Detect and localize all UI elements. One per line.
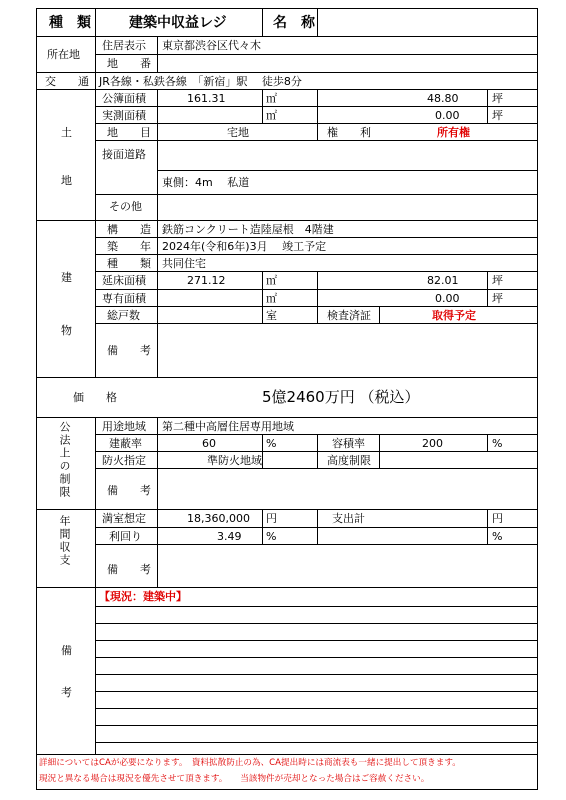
address-label: 住居表示 xyxy=(102,39,146,52)
address-value: 東京都渋谷区代々木 xyxy=(162,39,261,52)
registered-area-label: 公簿面積 xyxy=(102,92,146,105)
private-area-unit: ㎡ xyxy=(266,292,277,305)
coverage-unit: % xyxy=(266,437,277,450)
units-label: 総戸数 xyxy=(107,309,140,322)
building-label-top: 建 xyxy=(61,271,72,284)
traffic-label: 交 通 xyxy=(45,75,89,88)
land-label-top: 土 xyxy=(61,126,72,139)
price-label: 価 格 xyxy=(73,391,117,404)
road-value: 東側：4m 私道 xyxy=(162,176,250,189)
height-label: 高度制限 xyxy=(327,454,371,467)
full-occupancy-value: 18,360,000 xyxy=(187,512,250,525)
expense-label: 支出計 xyxy=(332,512,365,525)
status-note: 【現況：建築中】 xyxy=(99,590,187,603)
road-label: 接面道路 xyxy=(102,148,146,161)
land-other-label: その他 xyxy=(109,200,142,213)
measured-area-unit: ㎡ xyxy=(266,109,277,122)
building-label-bottom: 物 xyxy=(61,324,72,337)
registered-area-unit: ㎡ xyxy=(266,92,277,105)
expense-unit: 円 xyxy=(492,512,503,525)
income-label: 年間収支 xyxy=(58,515,71,567)
private-tsubo-unit: 坪 xyxy=(492,292,503,305)
measured-tsubo: 0.00 xyxy=(435,109,460,122)
property-sheet xyxy=(36,8,538,790)
regulations-label: 公法上の制限 xyxy=(58,421,71,499)
private-area-label: 専有面積 xyxy=(102,292,146,305)
measured-tsubo-unit: 坪 xyxy=(492,109,503,122)
building-remarks-label: 備 考 xyxy=(107,344,151,357)
far-unit: % xyxy=(492,437,503,450)
land-category-label: 地 目 xyxy=(107,126,151,139)
traffic-value: JR各線・私鉄各線 「新宿」駅 徒歩8分 xyxy=(99,75,302,88)
footer-line-2: 現況と異なる場合は現況を優先させて頂きます。 当該物件が売却となった場合はご容赦ください。 xyxy=(39,774,430,784)
footer-line-1: 詳細についてはCAが必要になります。 資料拡散防止の為、CA提出時には商流表も一緒に提出して頂きます。 xyxy=(39,758,461,768)
private-tsubo: 0.00 xyxy=(435,292,460,305)
floor-tsubo-unit: 坪 xyxy=(492,274,503,287)
registered-tsubo-unit: 坪 xyxy=(492,92,503,105)
measured-area-label: 実測面積 xyxy=(102,109,146,122)
notes-label-top: 備 xyxy=(61,644,72,657)
coverage-value: 60 xyxy=(202,437,216,450)
regulations-remarks-label: 備 考 xyxy=(107,484,151,497)
yield-value: 3.49 xyxy=(217,530,242,543)
kind-label: 種 類 xyxy=(107,257,151,270)
yield-unit-2: % xyxy=(492,530,503,543)
far-label: 容積率 xyxy=(332,437,365,450)
structure-value: 鉄筋コンクリート造陸屋根 4階建 xyxy=(162,223,334,236)
land-right-label: 権 利 xyxy=(327,126,371,139)
structure-label: 構 造 xyxy=(107,223,151,236)
registered-tsubo: 48.80 xyxy=(427,92,459,105)
floor-tsubo: 82.01 xyxy=(427,274,459,287)
floor-area-label: 延床面積 xyxy=(102,274,146,287)
registered-area-value: 161.31 xyxy=(187,92,226,105)
land-label-bottom: 地 xyxy=(61,174,72,187)
floor-area-value: 271.12 xyxy=(187,274,226,287)
land-category-value: 宅地 xyxy=(227,126,249,139)
name-label: 名 称 xyxy=(273,15,315,31)
built-value: 2024年(令和6年)3月 竣工予定 xyxy=(162,240,327,253)
type-label: 種 類 xyxy=(49,15,91,31)
full-occupancy-label: 満室想定 xyxy=(102,512,146,525)
inspection-value: 取得予定 xyxy=(432,309,476,322)
fire-value: 準防火地域 xyxy=(207,454,262,467)
floor-area-unit: ㎡ xyxy=(266,274,277,287)
far-value: 200 xyxy=(422,437,443,450)
lot-label: 地 番 xyxy=(107,57,151,70)
yield-unit: % xyxy=(266,530,277,543)
full-occupancy-unit: 円 xyxy=(266,512,277,525)
location-label: 所在地 xyxy=(47,48,80,61)
zone-value: 第二種中高層住居専用地域 xyxy=(162,420,294,433)
kind-value: 共同住宅 xyxy=(162,257,206,270)
coverage-label: 建蔽率 xyxy=(109,437,142,450)
zone-label: 用途地域 xyxy=(102,420,146,433)
type-value: 建築中収益レジ xyxy=(129,15,227,31)
inspection-label: 検査済証 xyxy=(327,309,371,322)
land-right-value: 所有権 xyxy=(437,126,470,139)
price-value: 5億2460万円 （税込） xyxy=(262,388,420,406)
fire-label: 防火指定 xyxy=(102,454,146,467)
income-remarks-label: 備 考 xyxy=(107,563,151,576)
units-unit: 室 xyxy=(266,309,277,322)
yield-label: 利回り xyxy=(109,530,142,543)
built-label: 築 年 xyxy=(107,240,151,253)
notes-label-bottom: 考 xyxy=(61,686,72,699)
